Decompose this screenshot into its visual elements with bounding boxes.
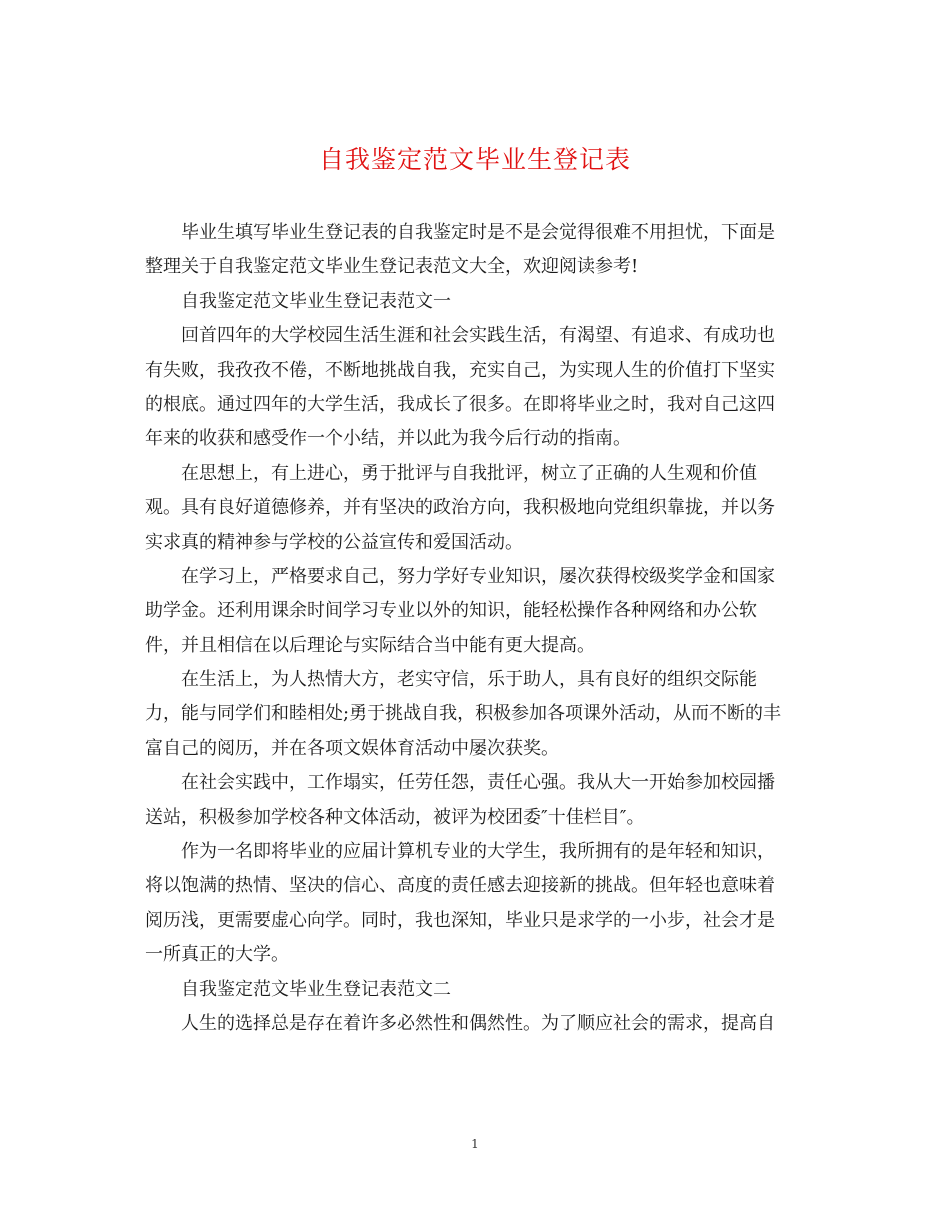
paragraph-line: 在生活上，为人热情大方，老实守信，乐于助人，具有良好的组织交际能 [181,669,757,691]
paragraph-line: 在社会实践中，工作塌实，任劳任怨，责任心强。我从大一开始参加校园播 [181,772,775,794]
paragraph-line: 将以饱满的热情、坚决的信心、高度的责任感去迎接新的挑战。但年轻也意味着 [145,875,775,897]
page-number: 1 [471,1137,479,1151]
paragraph-line: 件，并且相信在以后理论与实际结合当中能有更大提高。 [145,634,595,656]
paragraph-line: 力，能与同学们和睦相处;勇于挑战自我，积极参加各项课外活动，从而不断的丰 [145,703,782,725]
paragraph-line: 回首四年的大学校园生活生涯和社会实践生活，有渴望、有追求、有成功也 [181,325,775,347]
paragraph-line: 年来的收获和感受作一个小结，并以此为我今后行动的指南。 [145,428,631,450]
paragraph-line: 助学金。还利用课余时间学习专业以外的知识，能轻松操作各种网络和办公软 [145,600,757,622]
document-body [145,216,805,1041]
paragraph-line: 观。具有良好道德修养，并有坚决的政治方向，我积极地向党组织靠拢，并以务 [145,497,775,519]
paragraph-line: 在思想上，有上进心，勇于批评与自我批评，树立了正确的人生观和价值 [181,462,757,484]
paragraph-line: 在学习上，严格要求自己，努力学好专业知识，屡次获得校级奖学金和国家 [181,565,775,587]
paragraph-line: 人生的选择总是存在着许多必然性和偶然性。为了顺应社会的需求，提高自 [181,1012,775,1034]
section-heading: 自我鉴定范文毕业生登记表范文二 [181,978,451,1000]
paragraph-line: 阅历浅，更需要虚心向学。同时，我也深知，毕业只是求学的一小步，社会才是 [145,909,775,931]
paragraph-line: 有失败，我孜孜不倦，不断地挑战自我，充实自己，为实现人生的价值打下坚实 [145,359,775,381]
paragraph-line: 毕业生填写毕业生登记表的自我鉴定时是不是会觉得很难不用担忧，下面是 [181,222,775,243]
paragraph-line: 一所真正的大学。 [145,944,289,966]
paragraph-line: 送站，积极参加学校各种文体活动，被评为校团委″十佳栏目″。 [145,806,645,828]
paragraph-line: 作为一名即将毕业的应届计算机专业的大学生，我所拥有的是年轻和知识， [181,841,775,863]
document-title: 自我鉴定范文毕业生登记表 [318,145,631,174]
paragraph-line: 的根底。通过四年的大学生活，我成长了很多。在即将毕业之时，我对自己这四 [145,393,775,415]
section-heading: 自我鉴定范文毕业生登记表范文一 [181,290,451,312]
paragraph-line: 整理关于自我鉴定范文毕业生登记表范文大全，欢迎阅读参考! [145,256,639,278]
paragraph-line: 实求真的精神参与学校的公益宣传和爱国活动。 [145,531,523,553]
paragraph-line: 富自己的阅历，并在各项文娱体育活动中屡次获奖。 [145,737,559,759]
